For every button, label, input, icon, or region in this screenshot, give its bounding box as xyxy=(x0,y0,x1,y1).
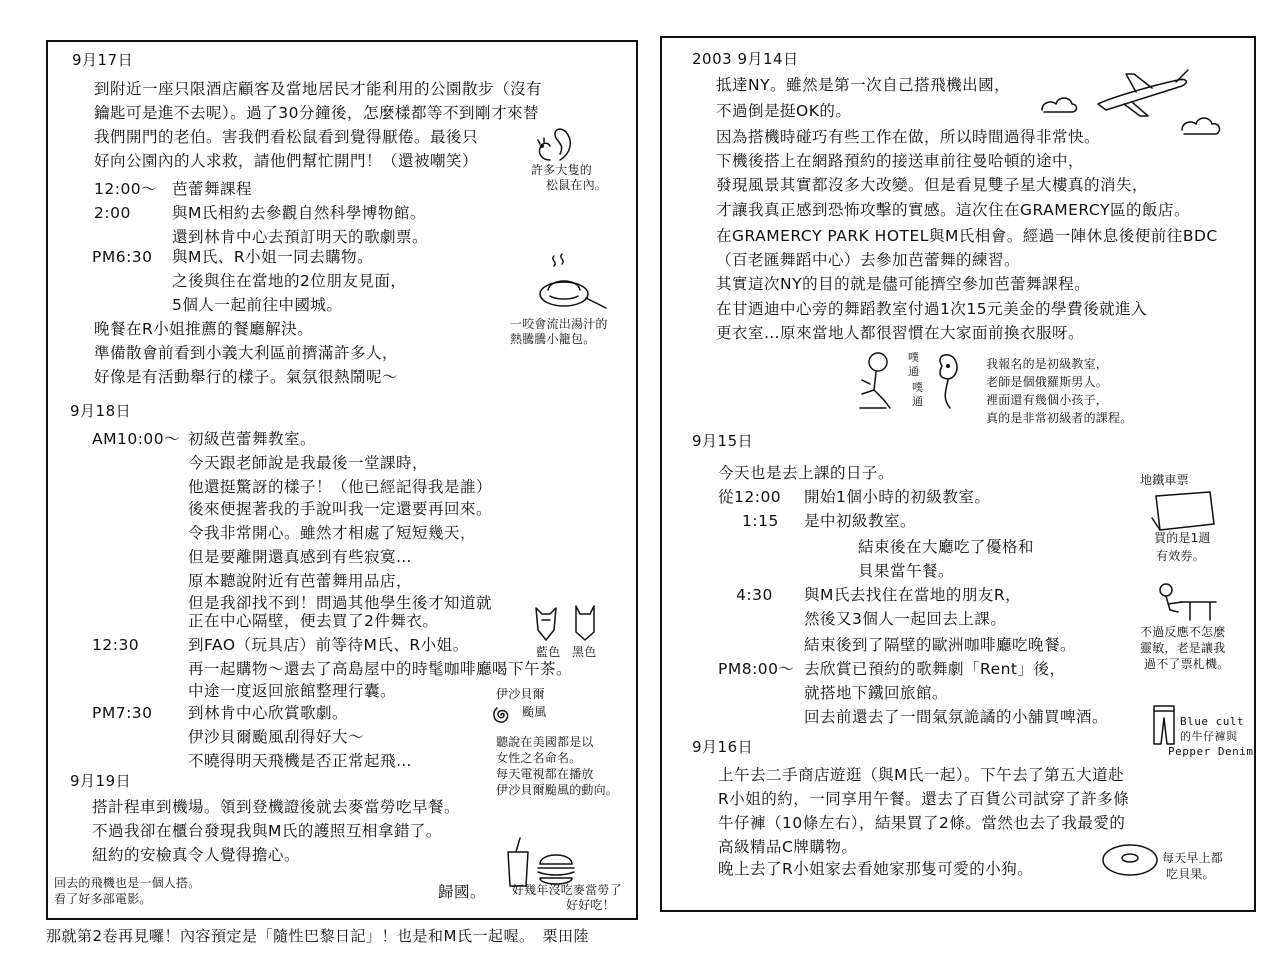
subway-title: 地鐵車票 xyxy=(1140,473,1189,487)
schedule-text: 伊沙貝爾颱風刮得好大～ xyxy=(188,728,365,746)
bun-note: 一咬會流出湯汁的 xyxy=(510,317,608,331)
sep17-evening: 準備散會前看到小義大利區前擠滿許多人， xyxy=(94,344,399,362)
squirrel-note: 許多大隻的 xyxy=(531,163,593,177)
schedule-time: PM8:00～ xyxy=(718,660,795,678)
schedule-text: 正在中心隔壁，便去買了2件舞衣。 xyxy=(188,612,439,630)
burger-note: 好好吃！ xyxy=(566,898,615,912)
schedule-text: 後來便握著我的手說叫我一定還要再回來。 xyxy=(188,500,493,518)
class-note: 真的是非常初級者的課程。 xyxy=(986,411,1133,425)
sep14-line: 才讓我真正感到恐怖攻擊的實感。這次住在GRAMERCY區的飯店。 xyxy=(716,201,1190,219)
schedule-text: 芭蕾舞課程 xyxy=(172,180,253,198)
schedule-text: 5個人一起前往中國城。 xyxy=(172,296,343,314)
sep15-intro: 今天也是去上課的日子。 xyxy=(718,464,895,482)
sep19-line: 紐約的安檢真令人覺得擔心。 xyxy=(92,846,301,864)
typhoon-label: 伊沙貝爾 xyxy=(496,687,545,701)
sep16-line: 上午去二手商店遊逛（與M氏一起）。下午去了第五大道赴 xyxy=(718,766,1125,784)
class-note: 裡面還有幾個小孩子， xyxy=(986,393,1109,407)
turnstile-note: 過不了票札機。 xyxy=(1144,657,1230,671)
sep16-line: 牛仔褲（10條左右），結果買了2條。當然也去了我最愛的 xyxy=(718,814,1126,832)
schedule-text: 到林肯中心欣賞歌劇。 xyxy=(188,704,349,722)
bun-note: 熱騰騰小籠包。 xyxy=(510,332,596,346)
schedule-text: 今天跟老師說是我最後一堂課時， xyxy=(188,454,429,472)
schedule-time: 12:00～ xyxy=(94,180,158,198)
typhoon-label: 颱風 xyxy=(522,705,547,719)
sep19-line: 不過我卻在櫃台發現我與M氏的護照互相拿錯了。 xyxy=(92,822,442,840)
sep14-line: 更衣室…原來當地人都很習慣在大家面前換衣服呀。 xyxy=(716,324,1085,342)
schedule-text: 再一起購物～還去了高島屋中的時髦咖啡廳喝下午茶。 xyxy=(188,660,573,678)
schedule-text: 不曉得明天飛機是否正常起飛… xyxy=(188,752,413,770)
sep17-evening: 晚餐在R小姐推薦的餐廳解決。 xyxy=(94,320,314,338)
date-sep16: 9月16日 xyxy=(692,738,754,756)
sep14-line: 其實這次NY的目的就是儘可能擠空參加芭蕾舞課程。 xyxy=(716,275,1091,293)
schedule-text: 與M氏相約去參觀自然科學博物館。 xyxy=(172,204,426,222)
sep17-line: 到附近一座只限酒店顧客及當地居民才能利用的公園散步（沒有 xyxy=(94,80,543,98)
schedule-time: 2:00 xyxy=(94,204,131,222)
heartbeat-sound: 通 xyxy=(908,365,920,378)
sep17-line: 鑰匙可是進不去呢）。過了30分鐘後，怎麼樣都等不到剛才來替 xyxy=(94,104,539,122)
date-sep17: 9月17日 xyxy=(72,51,134,69)
typhoon-note: 聽說在美國都是以 xyxy=(496,735,594,749)
metrocard-icon xyxy=(1150,490,1220,534)
turnstile-icon xyxy=(1150,580,1222,622)
schedule-text: 令我非常開心。雖然才相處了短短幾天， xyxy=(188,524,477,542)
schedule-text: 結束後到了隔壁的歐洲咖啡廳吃晚餐。 xyxy=(804,636,1077,654)
typhoon-note: 每天電視都在播放 xyxy=(496,767,594,781)
sep14-line: 在甘迺迪中心旁的舞蹈教室付過1次15元美金的學費後就進入 xyxy=(716,300,1148,318)
turnstile-note: 不過反應不怎麼 xyxy=(1140,625,1226,639)
jeans-note: Pepper Denim xyxy=(1168,745,1254,758)
typhoon-note: 伊沙貝爾颱風的動向。 xyxy=(496,783,619,797)
schedule-text: 開始1個小時的初級教室。 xyxy=(804,488,991,506)
burger-and-drink-icon xyxy=(500,836,580,888)
sep14-line: 下機後搭上在網路預約的接送車前往曼哈頓的途中， xyxy=(716,152,1085,170)
bagel-note: 吃貝果。 xyxy=(1166,867,1215,881)
typhoon-note: 女性之名命名。 xyxy=(496,751,582,765)
schedule-text: 然後又3個人一起回去上課。 xyxy=(804,610,1007,628)
schedule-text: 是中初級教室。 xyxy=(804,512,917,530)
schedule-text: 中途一度返回旅館整理行囊。 xyxy=(188,682,397,700)
jeans-icon xyxy=(1152,704,1176,746)
sep14-line: （百老匯舞蹈中心）去參加芭蕾舞的練習。 xyxy=(716,251,1021,269)
schedule-text: 之後與住在當地的2位朋友見面， xyxy=(172,272,407,290)
schedule-time: PM6:30 xyxy=(92,248,153,266)
sep14-line: 發現風景其實都沒多大改變。但是看見雙子星大樓真的消失， xyxy=(716,176,1149,194)
jeans-note: Blue cult xyxy=(1180,715,1245,728)
flight-note: 回去的飛機也是一個人搭。 xyxy=(54,876,201,890)
leotards-icon xyxy=(532,604,604,644)
sep14-line: 不過倒是挺OK的。 xyxy=(716,102,852,120)
date-sep14: 2003 9月14日 xyxy=(692,50,799,68)
bagel-note: 每天早上都 xyxy=(1162,851,1224,865)
schedule-text: 原本聽說附近有芭蕾舞用品店， xyxy=(188,572,413,590)
sep14-line: 因為搭機時碰巧有些工作在做，所以時間過得非常快。 xyxy=(716,128,1101,146)
schedule-text: 初級芭蕾舞教室。 xyxy=(188,430,317,448)
sep19-line: 搭計程車到機場。領到登機證後就去麥當勞吃早餐。 xyxy=(92,798,461,816)
date-sep19: 9月19日 xyxy=(70,772,132,790)
schedule-text: 貝果當午餐。 xyxy=(858,562,955,580)
schedule-text: 與M氏、R小姐一同去購物。 xyxy=(172,248,374,266)
squirrel-sketch-icon xyxy=(530,124,578,164)
bagel-icon xyxy=(1100,840,1160,880)
sep17-evening: 好像是有活動舉行的樣子。氣氛很熱鬧呢～ xyxy=(94,368,399,386)
sep14-line: 在GRAMERCY PARK HOTEL與M氏相會。經過一陣休息後便前往BDC xyxy=(716,227,1218,245)
schedule-time: AM10:00～ xyxy=(92,430,181,448)
schedule-text: 就搭地下鐵回旅館。 xyxy=(804,684,949,702)
subway-note: 買的是1週 xyxy=(1154,531,1211,545)
sep14-line: 抵達NY。雖然是第一次自己搭飛機出國， xyxy=(716,76,1011,94)
typhoon-spiral-icon xyxy=(486,702,516,728)
heartbeat-sound: 噗 xyxy=(908,351,920,364)
class-note: 我報名的是初級教室， xyxy=(986,357,1109,371)
class-note: 老師是個俄羅斯男人。 xyxy=(986,375,1109,389)
flight-note: 看了好多部電影。 xyxy=(54,892,152,906)
schedule-text: 結束後在大廳吃了優格和 xyxy=(858,538,1035,556)
schedule-text: 到FAO（玩具店）前等待M氏、R小姐。 xyxy=(188,636,469,654)
schedule-time: 1:15 xyxy=(742,512,779,530)
subway-note: 有效券。 xyxy=(1156,549,1205,563)
sep17-line: 我們開門的老伯。害我們看松鼠看到覺得厭倦。最後只 xyxy=(94,128,479,146)
schedule-text: 去欣賞已預約的歌舞劇「Rent」後， xyxy=(804,660,1066,678)
schedule-time: 12:30 xyxy=(92,636,140,654)
schedule-time: 4:30 xyxy=(736,586,773,604)
heartbeat-sound: 通 xyxy=(912,395,924,408)
jeans-note: 的牛仔褲與 xyxy=(1180,730,1238,743)
steamed-bun-icon xyxy=(536,250,610,314)
schedule-text: 但是我卻找不到！問過其他學生後才知道就 xyxy=(188,594,493,612)
heartbeat-sound: 噗 xyxy=(912,381,924,394)
schedule-text: 回去前還去了一間氣氛詭譎的小舖買啤酒。 xyxy=(804,708,1109,726)
sep16-line: 高級精品C牌購物。 xyxy=(718,838,858,856)
sep17-line: 好向公園內的人求救，請他們幫忙開門！（還被嘲笑） xyxy=(94,152,479,170)
return-label: 歸國。 xyxy=(438,883,487,901)
sep16-line: 晚上去了R小姐家去看她家那隻可愛的小狗。 xyxy=(718,860,1034,878)
burger-note: 好幾年沒吃麥當勞了 xyxy=(512,883,622,897)
schedule-text: 還到林肯中心去預訂明天的歌劇票。 xyxy=(172,228,429,246)
turnstile-note: 靈敏，老是讓我 xyxy=(1140,641,1226,655)
sep16-line: R小姐的約，一同享用午餐。還去了百貨公司試穿了許多條 xyxy=(718,790,1130,808)
schedule-text: 但是要離開還真感到有些寂寞… xyxy=(188,548,413,566)
date-sep18: 9月18日 xyxy=(70,402,132,420)
footer-note: 那就第2卷再見囉！內容預定是「隨性巴黎日記」！也是和M氏一起喔。 栗田陸 xyxy=(46,927,589,945)
leotard-label: 藍色 xyxy=(536,645,561,659)
schedule-time: PM7:30 xyxy=(92,704,153,722)
date-sep15: 9月15日 xyxy=(692,432,754,450)
schedule-text: 他還挺驚訝的樣子！（他已經記得我是誰） xyxy=(188,478,493,496)
leotard-label: 黑色 xyxy=(572,645,597,659)
squirrel-note: 松鼠在內。 xyxy=(546,178,608,192)
schedule-text: 與M氏去找住在當地的朋友R， xyxy=(804,586,1022,604)
schedule-time: 從12:00 xyxy=(718,488,782,506)
